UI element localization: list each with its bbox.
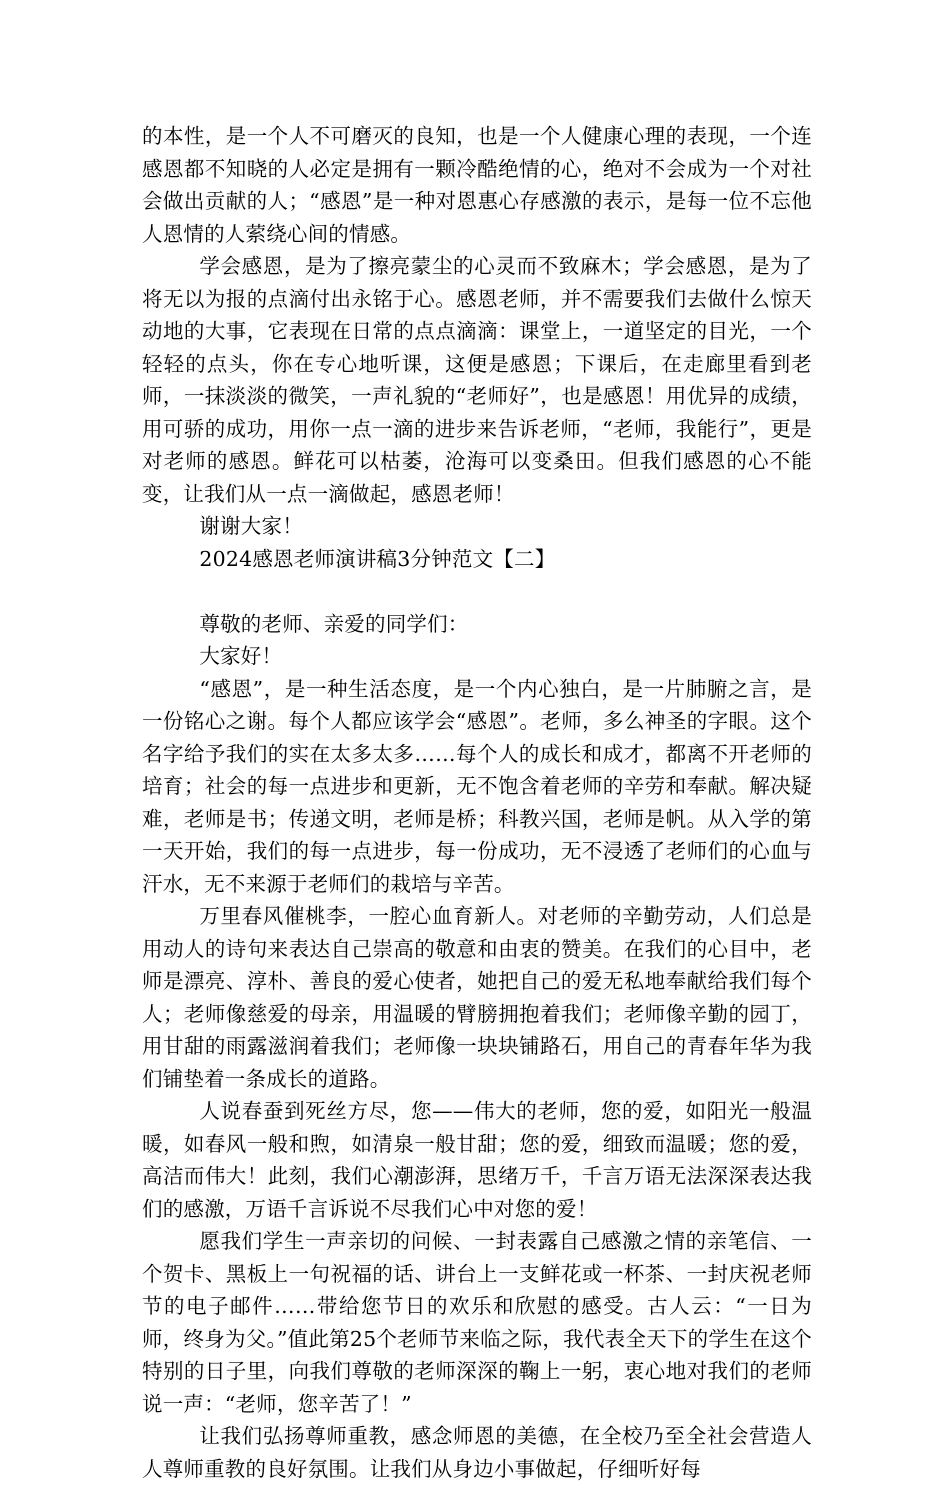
body-paragraph: 学会感恩，是为了擦亮蒙尘的心灵而不致麻木；学会感恩，是为了将无以为报的点滴付出永铭于心。感恩老师，并不需要我们去做什么惊天动地的大事，它表现在日常的点点滴滴：课堂上，一道坚定的目光，一个轻轻的点头，你在专心地听课，这便是感恩；下课后，在走廊里看到老师，一抹淡淡的微笑，一声礼貌的“老师好”，也是感恩！用优异的成绩，用可骄的成功，用你一点一滴的进步来告诉老师，“老师，我能行”，更是对老师的感恩。鲜花可以枯萎，沧海可以变桑田。但我们感恩的心不能变，让我们从一点一滴做起，感恩老师！ xyxy=(142,254,812,506)
body-paragraph: 万里春风催桃李，一腔心血育新人。对老师的辛勤劳动，人们总是用动人的诗句来表达自己崇高的敬意和由衷的赞美。在我们的心目中，老师是漂亮、淳朴、善良的爱心使者，她把自己的爱无私地奉献给我们每个人；老师像慈爱的母亲，用温暖的臂膀拥抱着我们；老师像辛勤的园丁，用甘甜的雨露滋润着我们；老师像一块块铺路石，用自己的青春年华为我们铺垫着一条成长的道路。 xyxy=(142,904,812,1091)
body-paragraph: “感恩”，是一种生活态度，是一个内心独白，是一片肺腑之言，是一份铭心之谢。每个人都应该学会“感恩”。老师，多么神圣的字眼。这个名字给予我们的实在太多太多……每个人的成长和成才，都离不开老师的培育；社会的每一点进步和更新，无不饱含着老师的辛劳和奉献。解决疑难，老师是书；传递文明，老师是桥；科教兴国，老师是帆。从入学的第一天开始，我们的每一点进步，每一份成功，无不浸透了老师们的心血与汗水，无不来源于老师们的栽培与辛苦。 xyxy=(142,676,812,896)
greeting: 大家好！ xyxy=(199,644,283,668)
body-paragraph: 的本性，是一个人不可磨灭的良知，也是一个人健康心理的表现，一个连感恩都不知晓的人必定是拥有一颗冷酷绝情的心，绝对不会成为一个对社会做出贡献的人；“感恩”是一种对恩惠心存感激的表示，是每一位不忘他人恩情的人萦绕心间的情感。 xyxy=(142,124,812,246)
body-paragraph: 愿我们学生一声亲切的问候、一封表露自己感激之情的亲笔信、一个贺卡、黑板上一句祝福的话、讲台上一支鲜花或一杯茶、一封庆祝老师节的电子邮件……带给您节日的欢乐和欣慰的感受。古人云：“一日为师，终身为父。”值此第25个老师节来临之际，我代表全天下的学生在这个特别的日子里，向我们尊敬的老师深深的鞠上一躬，衷心地对我们的老师说一声：“老师，您辛苦了！” xyxy=(142,1229,812,1416)
body-paragraph: 人说春蚕到死丝方尽，您——伟大的老师，您的爱，如阳光一般温暖，如春风一般和煦，如清泉一般甘甜；您的爱，细致而温暖；您的爱，高洁而伟大！此刻，我们心潮澎湃，思绪万千，千言万语无法深深表达我们的感激，万语千言诉说不尽我们心中对您的爱！ xyxy=(142,1099,812,1221)
section-title: 2024感恩老师演讲稿3分钟范文【二】 xyxy=(199,546,556,571)
closing-thanks: 谢谢大家！ xyxy=(199,514,303,538)
document-page xyxy=(142,120,812,1485)
body-paragraph: 让我们弘扬尊师重教，感念师恩的美德，在全校乃至全社会营造人人尊师重教的良好氛围。让我们从身边小事做起，仔细听好每 xyxy=(142,1424,812,1481)
blank-line xyxy=(142,575,812,608)
salutation: 尊敬的老师、亲爱的同学们： xyxy=(199,611,469,636)
